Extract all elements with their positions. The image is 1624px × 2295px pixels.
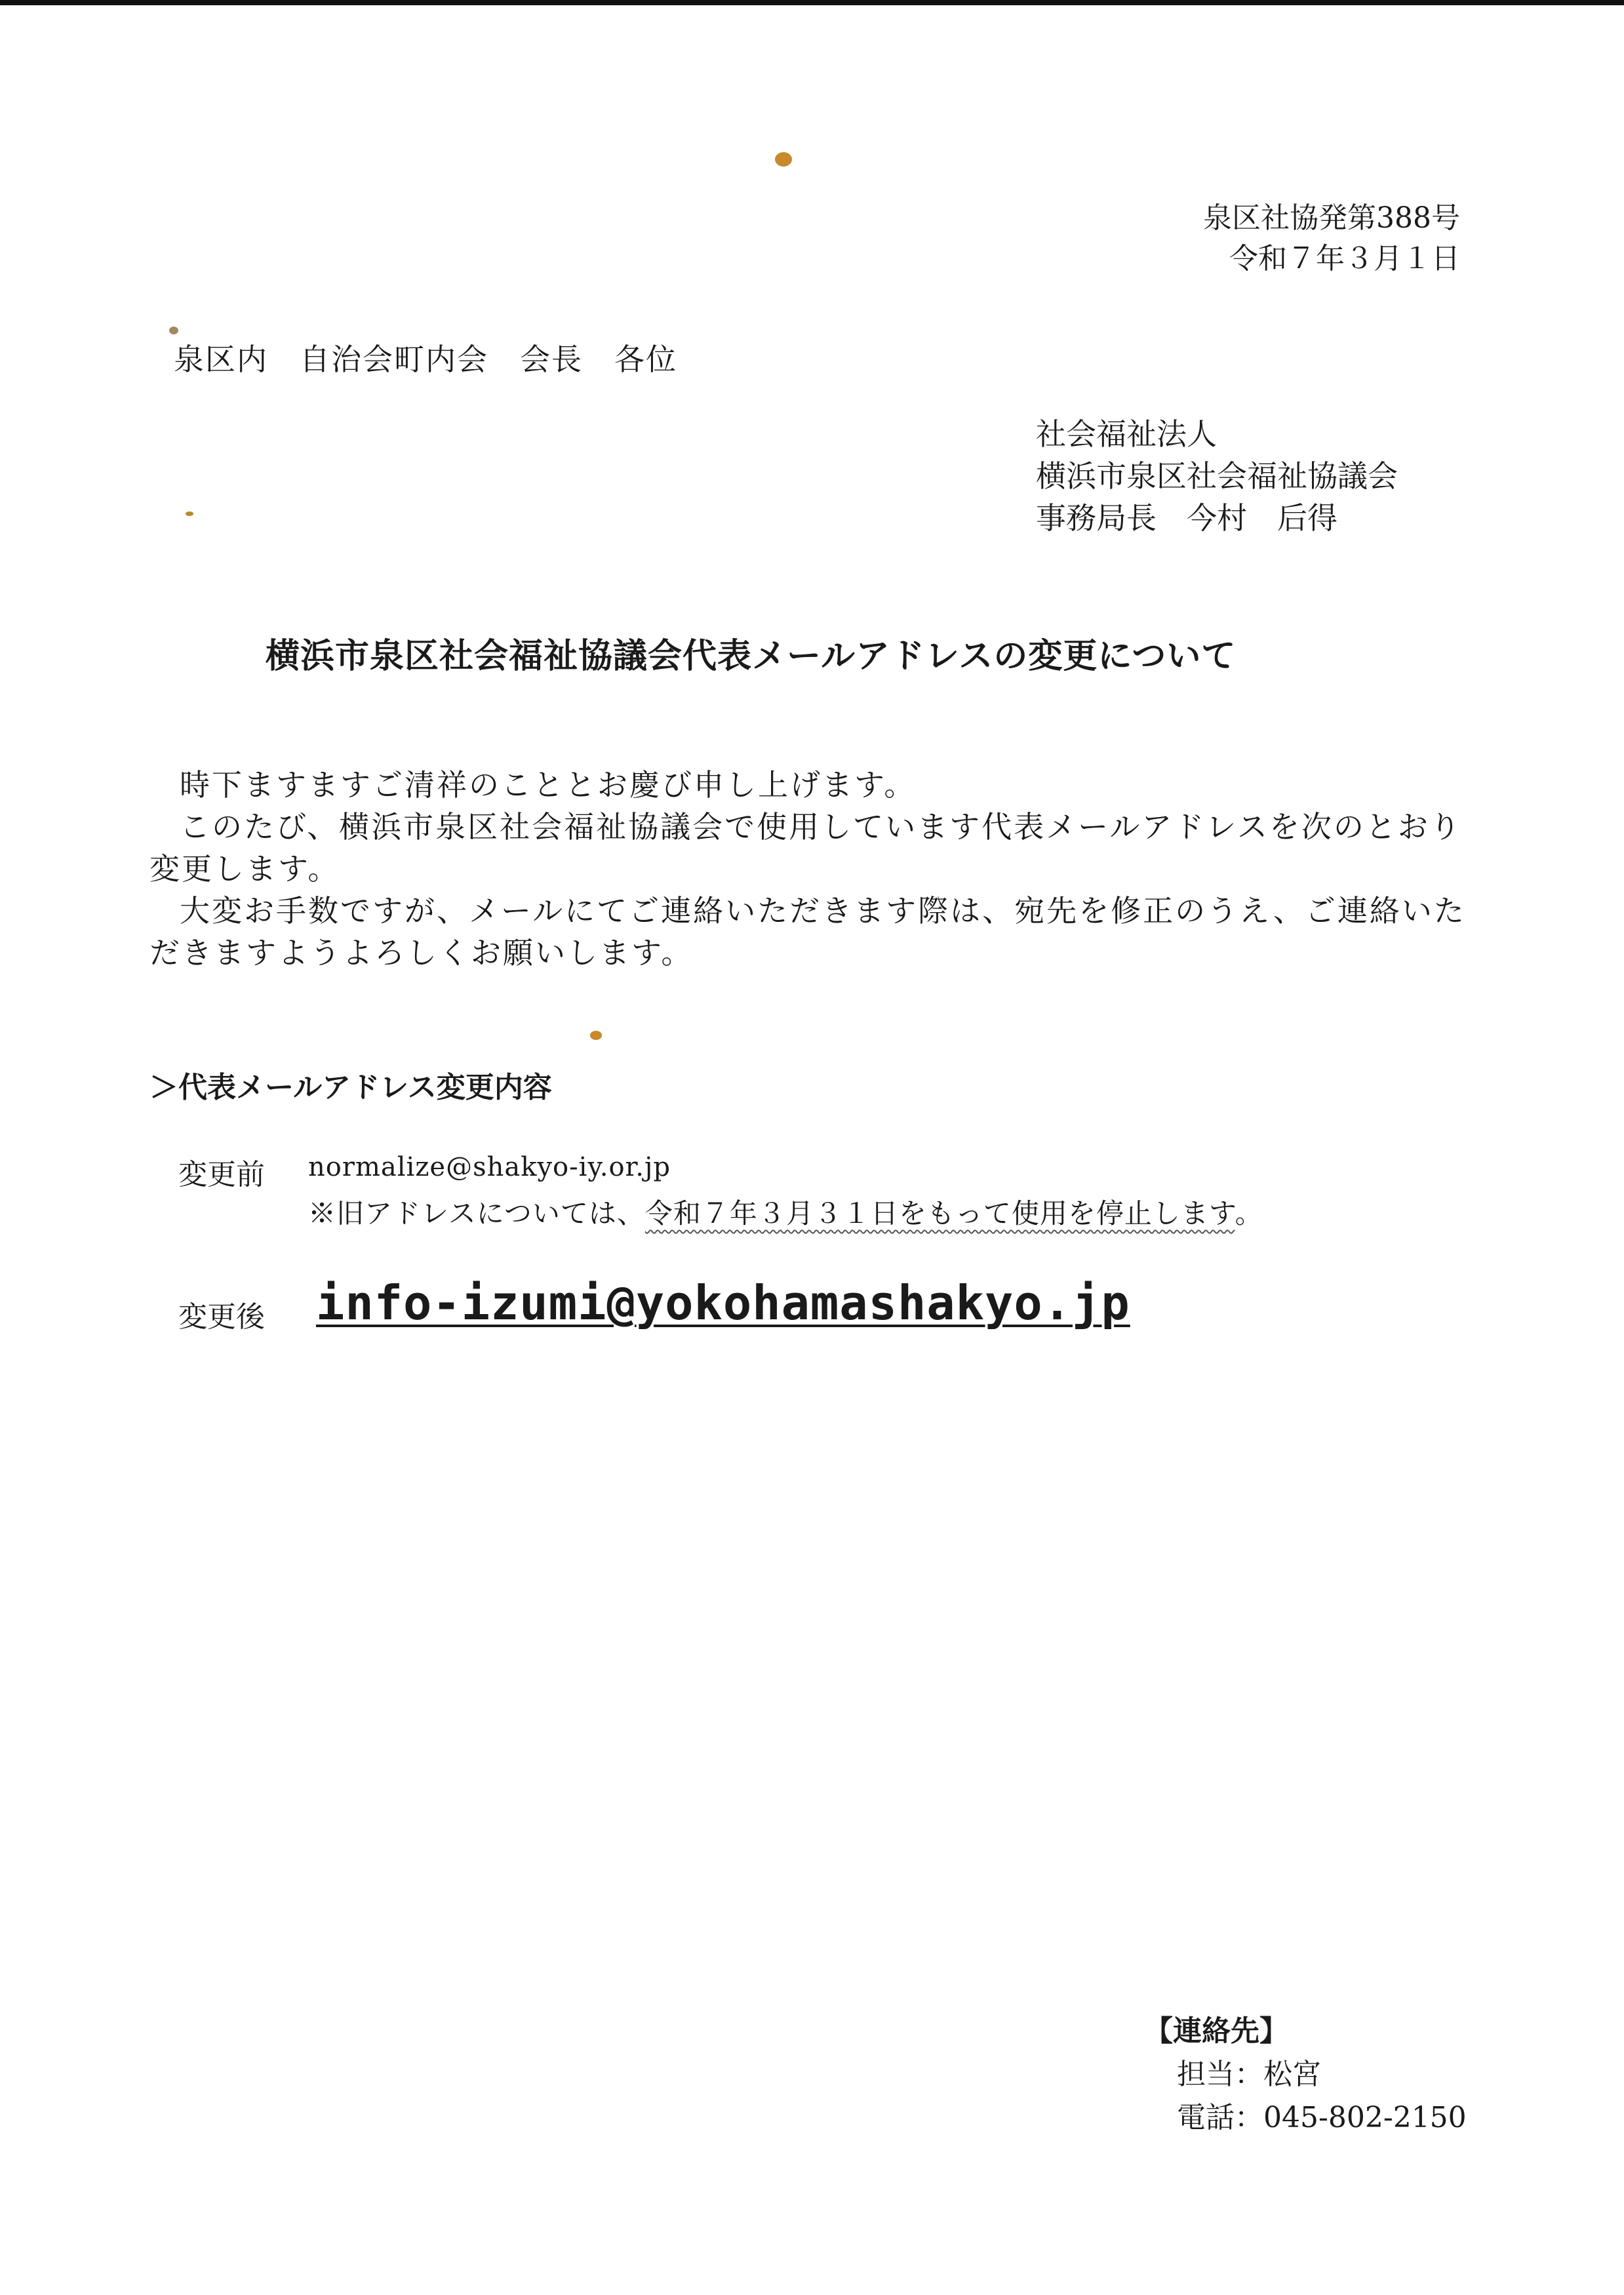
old-address-note — [308, 1192, 1263, 1231]
sender-block — [1036, 413, 1398, 539]
body-text — [149, 764, 1467, 974]
note-emphasis: 令和７年３月３１日をもって使用を停止します — [644, 1197, 1235, 1229]
contact-block — [1144, 2010, 1467, 2140]
scan-speck — [169, 327, 178, 334]
before-label: 変更前 — [178, 1158, 265, 1191]
contact-heading: 【連絡先】 — [1144, 2014, 1288, 2048]
scan-top-edge — [0, 0, 1624, 5]
old-email-address: normalize@shakyo-iy.or.jp — [308, 1152, 671, 1182]
note-suffix: 。 — [1235, 1197, 1263, 1229]
contact-phone: 電話：045-802-2150 — [1177, 2101, 1467, 2134]
reference-block — [1203, 198, 1460, 279]
reference-number: 泉区社協発第388号 — [1203, 201, 1460, 235]
section-heading: ＞代表メールアドレス変更内容 — [149, 1071, 552, 1104]
issue-date: 令和７年３月１日 — [1229, 242, 1460, 275]
new-email-address: info-izumi@yokohamashakyo.jp — [316, 1275, 1130, 1330]
sender-name: 事務局長 今村 后得 — [1036, 500, 1337, 536]
sender-org-name: 横浜市泉区社会福祉協議会 — [1036, 458, 1398, 494]
body-paragraph-2: このたび、横浜市泉区社会福祉協議会で使用しています代表メールアドレスを次のとおり変更します。 — [149, 809, 1462, 887]
note-prefix: ※旧アドレスについては、 — [308, 1197, 645, 1229]
document-title: 横浜市泉区社会福祉協議会代表メールアドレスの変更について — [266, 637, 1237, 676]
addressee: 泉区内 自治会町内会 会長 各位 — [174, 342, 677, 377]
body-paragraph-3: 大変お手数ですが、メールにてご連絡いただきます際は、宛先を修正のうえ、ご連絡いただきますようよろしくお願いします。 — [149, 893, 1466, 970]
scan-speck — [775, 152, 792, 167]
sender-org-type: 社会福祉法人 — [1036, 416, 1217, 452]
scan-speck — [186, 511, 193, 516]
body-paragraph-1: 時下ますますご清祥のこととお慶び申し上げます。 — [180, 767, 917, 803]
contact-person: 担当：松宮 — [1177, 2058, 1321, 2091]
scan-speck — [590, 1031, 602, 1040]
after-label: 変更後 — [178, 1300, 265, 1334]
